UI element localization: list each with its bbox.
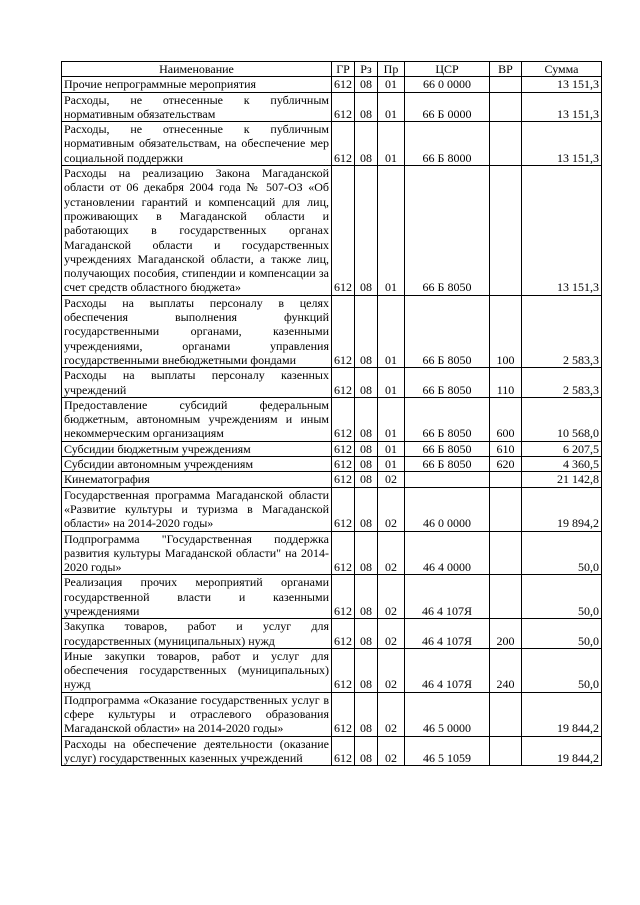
cell-pr: 02 (378, 575, 405, 619)
cell-sum: 13 151,3 (522, 122, 602, 166)
cell-vr (490, 692, 522, 736)
cell-gr: 612 (332, 295, 355, 367)
cell-vr: 100 (490, 295, 522, 367)
cell-pr: 01 (378, 166, 405, 296)
cell-csr: 46 0 0000 (405, 487, 490, 531)
cell-csr: 66 Б 8050 (405, 397, 490, 441)
cell-gr: 612 (332, 77, 355, 92)
cell-gr: 612 (332, 619, 355, 649)
cell-rz: 08 (355, 736, 378, 766)
cell-pr: 01 (378, 295, 405, 367)
cell-sum: 21 142,8 (522, 472, 602, 487)
cell-sum: 13 151,3 (522, 166, 602, 296)
cell-vr (490, 122, 522, 166)
cell-name: Кинематография (62, 472, 332, 487)
table-row (62, 441, 602, 456)
cell-gr: 612 (332, 441, 355, 456)
table-row (62, 619, 602, 649)
cell-csr: 46 4 107Я (405, 575, 490, 619)
cell-vr (490, 531, 522, 575)
cell-gr: 612 (332, 531, 355, 575)
cell-sum: 50,0 (522, 531, 602, 575)
cell-name: Расходы на выплаты персоналу казенных учреждений (62, 368, 332, 398)
cell-sum: 13 151,3 (522, 92, 602, 122)
cell-gr: 612 (332, 397, 355, 441)
cell-pr: 01 (378, 441, 405, 456)
cell-rz: 08 (355, 77, 378, 92)
cell-rz: 08 (355, 397, 378, 441)
header-csr: ЦСР (405, 62, 490, 77)
cell-gr: 612 (332, 472, 355, 487)
cell-gr: 612 (332, 575, 355, 619)
cell-name: Прочие непрограммные мероприятия (62, 77, 332, 92)
cell-rz: 08 (355, 92, 378, 122)
cell-pr: 01 (378, 457, 405, 472)
cell-vr (490, 472, 522, 487)
table-row (62, 166, 602, 296)
cell-vr: 200 (490, 619, 522, 649)
cell-rz: 08 (355, 531, 378, 575)
cell-csr: 66 Б 8050 (405, 457, 490, 472)
cell-pr: 02 (378, 692, 405, 736)
budget-table (61, 61, 602, 766)
cell-csr: 66 Б 8000 (405, 122, 490, 166)
cell-name: Закупка товаров, работ и услуг для государственных (муниципальных) нужд (62, 619, 332, 649)
header-rz: Рз (355, 62, 378, 77)
cell-csr: 66 0 0000 (405, 77, 490, 92)
cell-sum: 19 844,2 (522, 692, 602, 736)
cell-rz: 08 (355, 472, 378, 487)
cell-sum: 50,0 (522, 575, 602, 619)
cell-gr: 612 (332, 457, 355, 472)
cell-rz: 08 (355, 368, 378, 398)
cell-pr: 01 (378, 77, 405, 92)
cell-rz: 08 (355, 648, 378, 692)
table-row (62, 575, 602, 619)
cell-pr: 01 (378, 92, 405, 122)
cell-pr: 02 (378, 619, 405, 649)
cell-rz: 08 (355, 619, 378, 649)
cell-csr: 46 4 107Я (405, 619, 490, 649)
header-pr: Пр (378, 62, 405, 77)
table-row (62, 531, 602, 575)
cell-pr: 02 (378, 487, 405, 531)
cell-vr (490, 736, 522, 766)
cell-vr: 600 (490, 397, 522, 441)
cell-sum: 2 583,3 (522, 368, 602, 398)
cell-gr: 612 (332, 648, 355, 692)
cell-rz: 08 (355, 457, 378, 472)
cell-gr: 612 (332, 692, 355, 736)
cell-csr (405, 472, 490, 487)
cell-csr: 46 5 0000 (405, 692, 490, 736)
cell-rz: 08 (355, 487, 378, 531)
cell-pr: 02 (378, 472, 405, 487)
cell-rz: 08 (355, 575, 378, 619)
table-row (62, 648, 602, 692)
table-row (62, 457, 602, 472)
cell-name: Реализация прочих мероприятий органами государственной власти и казенными учреждениями (62, 575, 332, 619)
cell-sum: 19 894,2 (522, 487, 602, 531)
cell-rz: 08 (355, 122, 378, 166)
cell-sum: 19 844,2 (522, 736, 602, 766)
table-row (62, 92, 602, 122)
cell-name: Расходы на обеспечение деятельности (оказание услуг) государственных казенных учреждений (62, 736, 332, 766)
cell-pr: 02 (378, 736, 405, 766)
cell-name: Расходы, не отнесенные к публичным нормативным обязательствам, на обеспечение мер социальной поддержки (62, 122, 332, 166)
table-row (62, 122, 602, 166)
cell-csr: 46 5 1059 (405, 736, 490, 766)
cell-name: Расходы, не отнесенные к публичным нормативным обязательствам (62, 92, 332, 122)
cell-gr: 612 (332, 736, 355, 766)
cell-vr (490, 575, 522, 619)
cell-sum: 50,0 (522, 648, 602, 692)
cell-vr (490, 166, 522, 296)
cell-rz: 08 (355, 692, 378, 736)
table-row (62, 692, 602, 736)
cell-pr: 02 (378, 531, 405, 575)
cell-csr: 66 Б 8050 (405, 295, 490, 367)
cell-gr: 612 (332, 92, 355, 122)
cell-csr: 46 4 0000 (405, 531, 490, 575)
header-row (62, 62, 602, 77)
cell-gr: 612 (332, 487, 355, 531)
cell-name: Подпрограмма "Государственная поддержка развития культуры Магаданской области" на 2014-2020 годы» (62, 531, 332, 575)
header-gr: ГР (332, 62, 355, 77)
cell-vr: 110 (490, 368, 522, 398)
cell-pr: 01 (378, 397, 405, 441)
cell-pr: 01 (378, 122, 405, 166)
header-vr: ВР (490, 62, 522, 77)
table-row (62, 736, 602, 766)
table-row (62, 487, 602, 531)
header-sum: Сумма (522, 62, 602, 77)
cell-sum: 6 207,5 (522, 441, 602, 456)
cell-name: Субсидии бюджетным учреждениям (62, 441, 332, 456)
cell-name: Государственная программа Магаданской области «Развитие культуры и туризма в Магаданской области» на 2014-2020 годы» (62, 487, 332, 531)
cell-vr: 240 (490, 648, 522, 692)
cell-vr (490, 92, 522, 122)
table-row (62, 295, 602, 367)
cell-rz: 08 (355, 295, 378, 367)
cell-rz: 08 (355, 441, 378, 456)
cell-sum: 13 151,3 (522, 77, 602, 92)
cell-gr: 612 (332, 166, 355, 296)
cell-sum: 50,0 (522, 619, 602, 649)
cell-vr: 610 (490, 441, 522, 456)
table-row (62, 77, 602, 92)
cell-csr: 66 Б 0000 (405, 92, 490, 122)
cell-pr: 01 (378, 368, 405, 398)
cell-csr: 66 Б 8050 (405, 166, 490, 296)
cell-sum: 4 360,5 (522, 457, 602, 472)
cell-rz: 08 (355, 166, 378, 296)
cell-vr (490, 487, 522, 531)
cell-name: Расходы на выплаты персоналу в целях обеспечения выполнения функций государственными органами, казенными учреждениями, органами управления государственными внебюджетными фондами (62, 295, 332, 367)
cell-name: Предоставление субсидий федеральным бюджетным, автономным учреждениям и иным некоммерческим организациям (62, 397, 332, 441)
cell-csr: 66 Б 8050 (405, 441, 490, 456)
cell-csr: 46 4 107Я (405, 648, 490, 692)
table-row (62, 472, 602, 487)
cell-vr: 620 (490, 457, 522, 472)
cell-gr: 612 (332, 122, 355, 166)
cell-sum: 10 568,0 (522, 397, 602, 441)
cell-name: Иные закупки товаров, работ и услуг для обеспечения государственных (муниципальных) нужд (62, 648, 332, 692)
header-name: Наименование (62, 62, 332, 77)
cell-name: Подпрограмма «Оказание государственных услуг в сфере культуры и отраслевого образования Магаданской области» на 2014-2020 годы» (62, 692, 332, 736)
table-row (62, 397, 602, 441)
cell-pr: 02 (378, 648, 405, 692)
cell-name: Расходы на реализацию Закона Магаданской области от 06 декабря 2004 года № 507-ОЗ «Об установлении гарантий и компенсаций для лиц, проживающих в Магаданской области и работающих в государственных органах Магаданской области и государственных учреждениях Магаданской области, а также лиц, получающих пособия, стипендии и компенсации за счет средств областного бюджета» (62, 166, 332, 296)
cell-name: Субсидии автономным учреждениям (62, 457, 332, 472)
cell-csr: 66 Б 8050 (405, 368, 490, 398)
cell-gr: 612 (332, 368, 355, 398)
cell-sum: 2 583,3 (522, 295, 602, 367)
table-row (62, 368, 602, 398)
cell-vr (490, 77, 522, 92)
